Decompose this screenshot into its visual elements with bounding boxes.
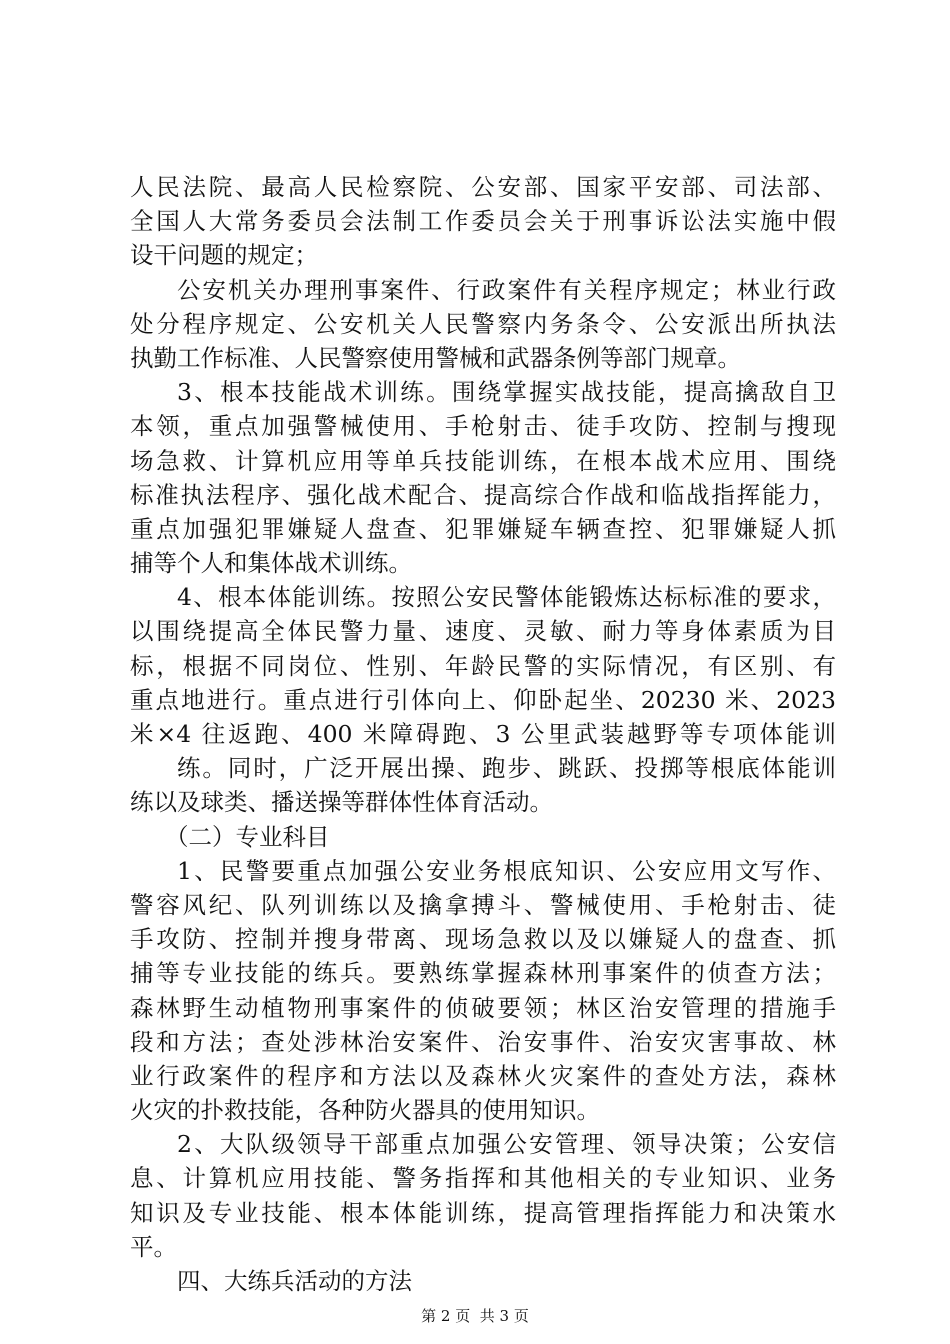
- text-line: 全国人大常务委员会法制工作委员会关于刑事诉讼法实施中假: [130, 207, 836, 236]
- paragraph-start-line: 4、根本体能训练。按照公安民警体能锻炼达标标准的要求，: [177, 583, 836, 612]
- text-line: 米×4 往返跑、400 米障碍跑、3 公里武装越野等专项体能训: [130, 720, 836, 748]
- text-line: 以围绕提高全体民警力量、速度、灵敏、耐力等身体素质为目: [130, 617, 836, 646]
- paragraph-start-line: 公安机关办理刑事案件、行政案件有关程序规定；林业行政: [177, 275, 836, 304]
- text-line: 人民法院、最高人民检察院、公安部、国家平安部、司法部、: [130, 173, 836, 201]
- text-line: 段和方法；查处涉林治安案件、治安事件、治安灾害事故、林: [130, 1027, 836, 1056]
- paragraph-start-line: 2、大队级领导干部重点加强公安管理、领导决策；公安信: [177, 1130, 836, 1159]
- text-line: 知识及专业技能、根本体能训练，提高管理指挥能力和决策水: [130, 1198, 836, 1227]
- text-line: 场急救、计算机应用等单兵技能训练，在根本战术应用、围绕: [130, 446, 836, 475]
- paragraph-start-line: 3、根本技能战术训练。围绕掌握实战技能，提高擒敌自卫: [177, 378, 836, 407]
- text-line: 标准执法程序、强化战术配合、提高综合作战和临战指挥能力，: [130, 480, 836, 509]
- page-number-label: 第 2 页 共 3 页: [421, 1307, 529, 1325]
- text-line: 平。: [130, 1232, 177, 1261]
- text-line: 手攻防、控制并搜身带离、现场急救以及以嫌疑人的盘查、抓: [130, 925, 836, 954]
- text-line: 重点加强犯罪嫌疑人盘查、犯罪嫌疑车辆查控、犯罪嫌疑人抓: [130, 514, 836, 543]
- text-line: 执勤工作标准、人民警察使用警械和武器条例等部门规章。: [130, 343, 741, 372]
- text-line: 设干问题的规定；: [130, 241, 318, 270]
- text-line: 练以及球类、播送操等群体性体育活动。: [130, 788, 553, 817]
- text-line: 业行政案件的程序和方法以及森林火灾案件的查处方法，森林: [130, 1061, 836, 1090]
- text-line: 森林野生动植物刑事案件的侦破要领；林区治安管理的措施手: [130, 993, 836, 1022]
- text-line: 重点地进行。重点进行引体向上、仰卧起坐、20230 米、2023: [130, 685, 836, 714]
- text-line: 火灾的扑救技能，各种防火器具的使用知识。: [130, 1096, 600, 1125]
- text-line: 警容风纪、队列训练以及擒拿搏斗、警械使用、手枪射击、徒: [130, 890, 836, 919]
- text-line: 捕等专业技能的练兵。要熟练掌握森林刑事案件的侦查方法；: [130, 959, 836, 988]
- text-line: 捕等个人和集体战术训练。: [130, 549, 412, 578]
- page-footer: [0, 1306, 950, 1326]
- text-line: 本领，重点加强警械使用、手枪射击、徒手攻防、控制与搜现: [130, 412, 836, 441]
- text-line: 处分程序规定、公安机关人民警察内务条令、公安派出所执法: [130, 309, 836, 338]
- document-body: [130, 170, 836, 1298]
- text-line: 练。同时，广泛开展出操、跑步、跳跃、投掷等根底体能训: [177, 754, 836, 783]
- section-heading: （二）专业科目: [165, 822, 330, 851]
- text-line: 标，根据不同岗位、性别、年龄民警的实际情况，有区别、有: [130, 651, 836, 680]
- section-heading: 四、大练兵活动的方法: [177, 1267, 412, 1295]
- text-line: 息、计算机应用技能、警务指挥和其他相关的专业知识、业务: [130, 1164, 836, 1193]
- paragraph-start-line: 1、民警要重点加强公安业务根底知识、公安应用文写作、: [177, 856, 836, 885]
